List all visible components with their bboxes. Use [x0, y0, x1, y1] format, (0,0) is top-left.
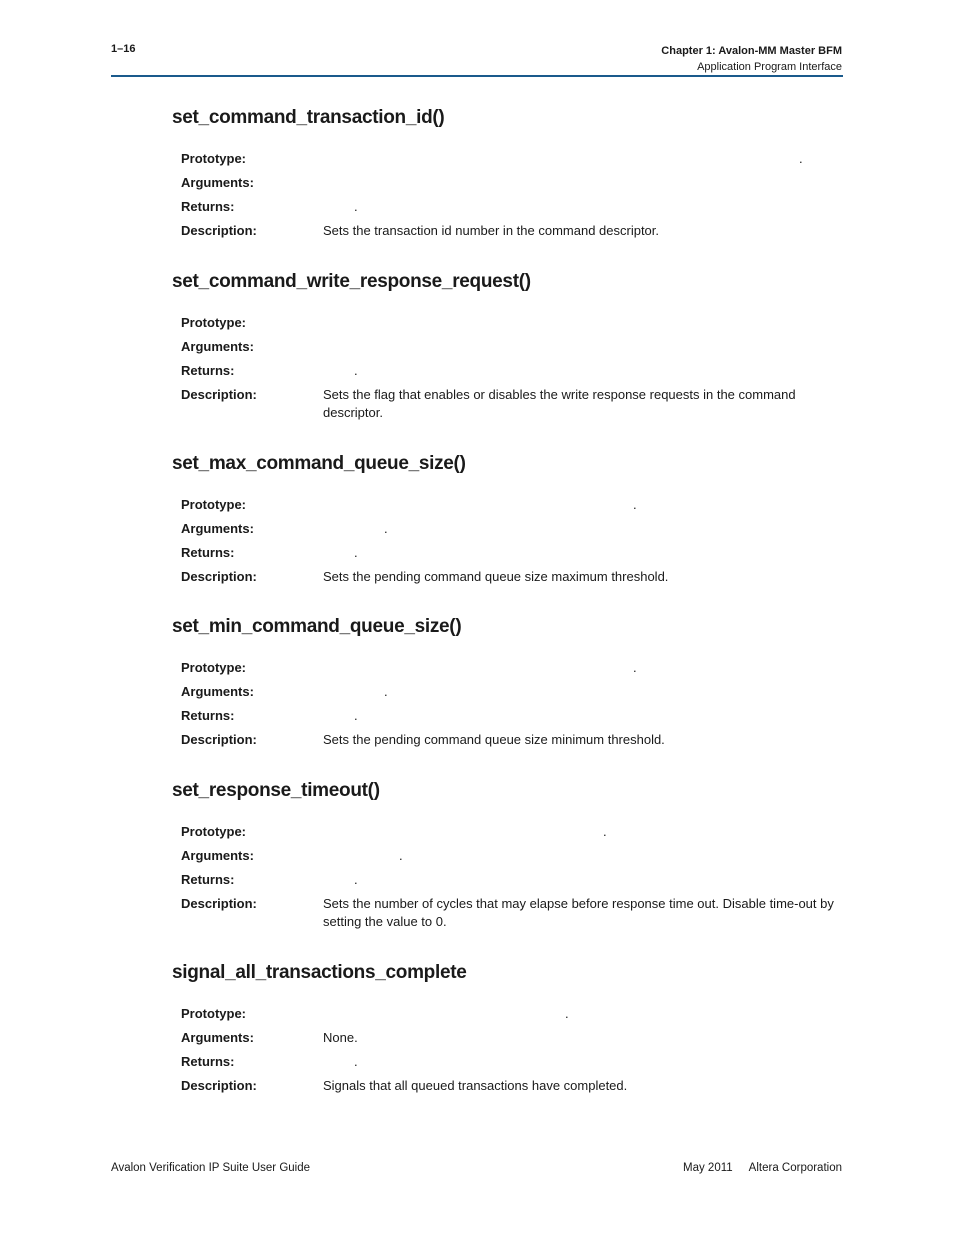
returns-label: Returns: — [181, 872, 235, 887]
prototype-label: Prototype: — [181, 497, 246, 512]
footer-date: May 2011 — [683, 1162, 733, 1174]
arguments-value: . — [384, 684, 388, 699]
arguments-label: Arguments: — [181, 848, 254, 863]
prototype-row — [172, 496, 844, 520]
prototype-label: Prototype: — [181, 315, 246, 330]
returns-row — [172, 198, 844, 222]
returns-row — [172, 362, 844, 386]
prototype-row — [172, 823, 844, 847]
description-label: Description: — [181, 896, 257, 911]
arguments-value — [323, 174, 844, 180]
description-value: Sets the pending command queue size minimum threshold. — [323, 732, 665, 747]
running-header — [661, 43, 842, 75]
footer-doc-title: Avalon Verification IP Suite User Guide — [111, 1162, 311, 1174]
arguments-row — [172, 683, 844, 707]
header-rule — [111, 75, 843, 77]
arguments-label: Arguments: — [181, 684, 254, 699]
section-heading: signal_all_transactions_complete — [172, 962, 467, 983]
description-row — [172, 386, 844, 428]
api-section-set-command-write-response-request — [172, 270, 844, 428]
returns-value: . — [354, 708, 358, 723]
returns-value: . — [354, 1054, 358, 1069]
returns-row — [172, 544, 844, 568]
arguments-value — [323, 338, 844, 344]
api-section-set-command-transaction-id — [172, 106, 844, 246]
section-heading: set_command_write_response_request() — [172, 271, 531, 292]
prototype-row — [172, 150, 844, 174]
arguments-row — [172, 1029, 844, 1053]
description-row — [172, 895, 844, 937]
arguments-value: . — [384, 521, 388, 536]
prototype-label: Prototype: — [181, 824, 246, 839]
description-value: Sets the flag that enables or disables the write response requests in the command descriptor. — [323, 387, 796, 420]
prototype-label: Prototype: — [181, 1006, 246, 1021]
arguments-row — [172, 520, 844, 544]
returns-value: . — [354, 872, 358, 887]
description-value: Sets the pending command queue size maximum threshold. — [323, 569, 669, 584]
arguments-label: Arguments: — [181, 521, 254, 536]
returns-label: Returns: — [181, 1054, 235, 1069]
prototype-label: Prototype: — [181, 151, 246, 166]
returns-label: Returns: — [181, 199, 235, 214]
arguments-label: Arguments: — [181, 1030, 254, 1045]
description-row — [172, 568, 844, 592]
section-title: Application Program Interface — [697, 61, 842, 73]
returns-label: Returns: — [181, 708, 235, 723]
section-heading: set_max_command_queue_size() — [172, 453, 466, 474]
api-section-set-min-command-queue-size — [172, 615, 844, 755]
description-row — [172, 222, 844, 246]
description-label: Description: — [181, 1078, 257, 1093]
api-section-signal-all-transactions-complete — [172, 961, 844, 1101]
section-heading: set_min_command_queue_size() — [172, 616, 462, 637]
arguments-label: Arguments: — [181, 339, 254, 354]
prototype-value: . — [633, 660, 637, 675]
arguments-row — [172, 338, 844, 362]
arguments-value: . — [399, 848, 403, 863]
returns-value: . — [354, 363, 358, 378]
returns-row — [172, 1053, 844, 1077]
arguments-label: Arguments: — [181, 175, 254, 190]
api-section-set-max-command-queue-size — [172, 452, 844, 592]
description-label: Description: — [181, 223, 257, 238]
description-value: Sets the transaction id number in the command descriptor. — [323, 223, 660, 238]
description-label: Description: — [181, 569, 257, 584]
returns-row — [172, 871, 844, 895]
returns-value: . — [354, 199, 358, 214]
prototype-value: . — [799, 151, 803, 166]
prototype-row — [172, 659, 844, 683]
description-value: Sets the number of cycles that may elapse before response time out. Disable time-out by setting the value to 0. — [323, 896, 834, 929]
returns-label: Returns: — [181, 545, 235, 560]
prototype-row — [172, 314, 844, 338]
section-heading: set_response_timeout() — [172, 780, 380, 801]
arguments-row — [172, 847, 844, 871]
description-label: Description: — [181, 732, 257, 747]
footer-company: Altera Corporation — [748, 1162, 842, 1174]
prototype-value: . — [633, 497, 637, 512]
returns-label: Returns: — [181, 363, 235, 378]
api-section-set-response-timeout — [172, 779, 844, 937]
section-heading: set_command_transaction_id() — [172, 107, 445, 128]
returns-row — [172, 707, 844, 731]
description-row — [172, 1077, 844, 1101]
chapter-title: Chapter 1: Avalon-MM Master BFM — [661, 45, 842, 57]
prototype-value — [323, 314, 844, 320]
returns-value: . — [354, 545, 358, 560]
prototype-label: Prototype: — [181, 660, 246, 675]
description-row — [172, 731, 844, 755]
prototype-row — [172, 1005, 844, 1029]
description-value: Signals that all queued transactions have completed. — [323, 1078, 628, 1093]
prototype-value: . — [603, 824, 607, 839]
prototype-value: . — [565, 1006, 569, 1021]
arguments-row — [172, 174, 844, 198]
page-number: 1–16 — [111, 43, 136, 55]
footer-right — [683, 1162, 842, 1174]
description-label: Description: — [181, 387, 257, 402]
arguments-value: None. — [323, 1030, 358, 1045]
